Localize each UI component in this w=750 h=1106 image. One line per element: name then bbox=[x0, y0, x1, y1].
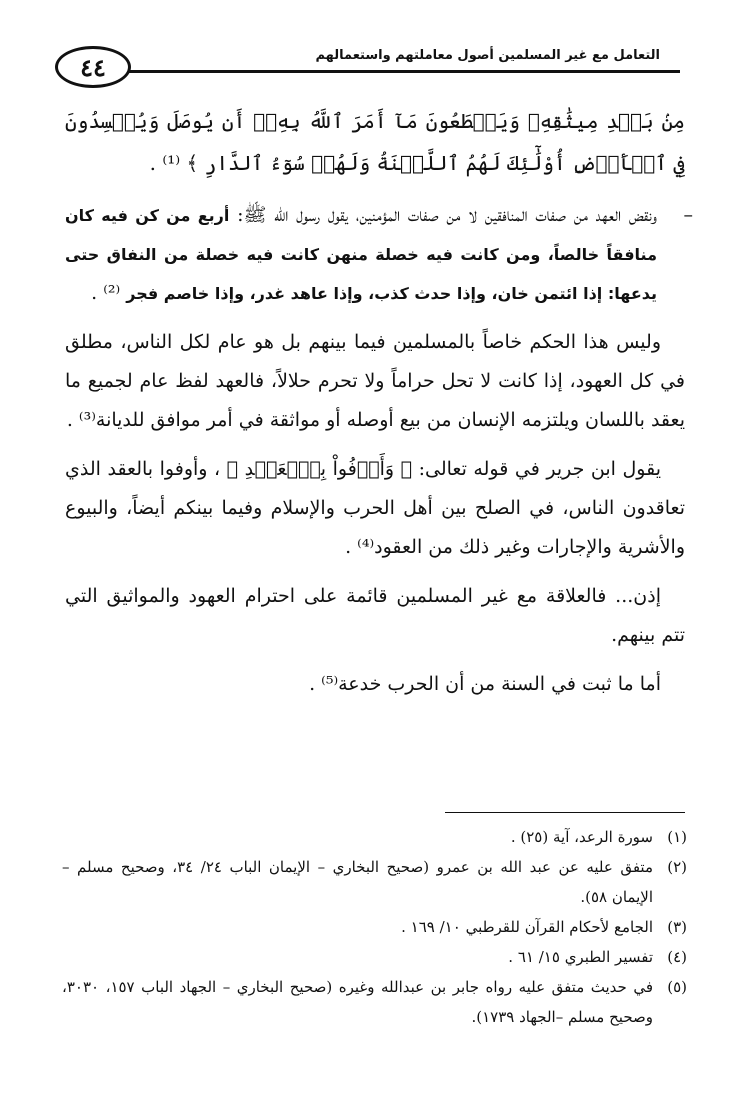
hadith-text: أربع من كن فيه كان منافقاً خالصاً، ومن كانت فيه خصلة منهن كانت فيه خصلة من النفاق حتى يدعها: إذا ائتمن خان، وإذا حدث كذب، وإذا عاهد غدر، وإذا خاصم فجر bbox=[65, 206, 657, 303]
footnote-text: الجامع لأحكام القرآن للقرطبي ١٠/ ١٦٩ . bbox=[401, 918, 653, 936]
page-header bbox=[55, 46, 680, 96]
page-number: ٤٤ bbox=[55, 46, 131, 88]
footnote bbox=[62, 972, 687, 1032]
footnote bbox=[62, 852, 687, 912]
paragraph-2-rest: ﴾ ، وأوفوا بالعقد الذي تعاقدون الناس، في الصلح بين أهل الحرب والإسلام وفيما بينكم أيضاً، والبيوع والأشرية والإجارات وغير ذلك من العقود⁽⁴⁾ . bbox=[65, 458, 685, 558]
running-title: التعامل مع غير المسلمين أصول معاملتهم واستعمالهم bbox=[315, 48, 660, 63]
footnote-number: (٤) bbox=[667, 948, 687, 966]
footnote-number: (٢) bbox=[667, 858, 687, 876]
quran-verse: مِنۢ بَعۡدِ مِيثَٰقِهِۦ وَيَقۡطَعُونَ مَآ أَمَرَ ٱللَّهُ بِهِۦٓ أَن يُوصَلَ وَيُفۡسِدُونَ فِي ٱلۡأَرۡضِ أُوْلَٰٓئِكَ لَهُمُ ٱللَّعۡنَةُ وَلَهُمۡ سُوٓءُ ٱلدَّارِ ﴾ ⁽¹⁾ . bbox=[65, 109, 685, 175]
footnote bbox=[62, 912, 687, 942]
quran-quote: وَأَوۡفُواْ بِٱلۡعَهۡدِ bbox=[244, 458, 395, 480]
paragraph-2-start: يقول ابن جرير في قوله تعالى: ﴿ bbox=[400, 458, 661, 480]
paragraph-3: إذن... فالعلاقة مع غير المسلمين قائمة على احترام العهود والمواثيق التي تتم بينهم. bbox=[65, 585, 685, 646]
paragraph-1: وليس هذا الحكم خاصاً بالمسلمين فيما بينهم بل هو عام لكل الناس، مطلق في كل العهود، إذا كانت لا تحل حراماً ولا تحرم حلالاً، فالعهد لفظ عام لجميع ما يعقد باللسان ويلتزمه الإنسان من بيع أوصله أو مواثقة في أمر موافق للديانة⁽³⁾ . bbox=[65, 331, 685, 431]
footnote-text: متفق عليه عن عبد الله بن عمرو (صحيح البخاري – الإيمان الباب ٢٤/ ٣٤، وصحيح مسلم – الإيمان ٥٨). bbox=[62, 858, 653, 906]
main-text bbox=[65, 100, 693, 714]
footnote-number: (٣) bbox=[667, 918, 687, 936]
footnote bbox=[62, 822, 687, 852]
footnote-text: في حديث متفق عليه رواه جابر بن عبدالله وغيره (صحيح البخاري – الجهاد الباب ١٥٧، ٣٠٣٠، وصحيح مسلم –الجهاد ١٧٣٩). bbox=[62, 978, 653, 1026]
hadith-ref: ⁽²⁾ . bbox=[91, 282, 121, 304]
footnote-text: تفسير الطبري ١٥/ ٦١ . bbox=[508, 948, 653, 966]
footnote-number: (٥) bbox=[667, 978, 687, 996]
footnote-separator bbox=[445, 812, 685, 813]
bullet-paragraph bbox=[65, 196, 693, 313]
footnote-number: (١) bbox=[667, 828, 687, 846]
footnote bbox=[62, 942, 687, 972]
footnotes bbox=[62, 822, 687, 1032]
header-rule bbox=[123, 70, 680, 73]
footnote-text: سورة الرعد، آية (٢٥) . bbox=[510, 828, 653, 846]
bullet-intro: ونقض العهد من صفات المنافقين لا من صفات المؤمنين، يقول رسول الله ﷺ: bbox=[237, 204, 657, 226]
paragraph-2 bbox=[65, 450, 685, 567]
bullet-dash: – bbox=[683, 204, 693, 226]
paragraph-4: أما ما ثبت في السنة من أن الحرب خدعة⁽⁵⁾ . bbox=[309, 673, 661, 695]
